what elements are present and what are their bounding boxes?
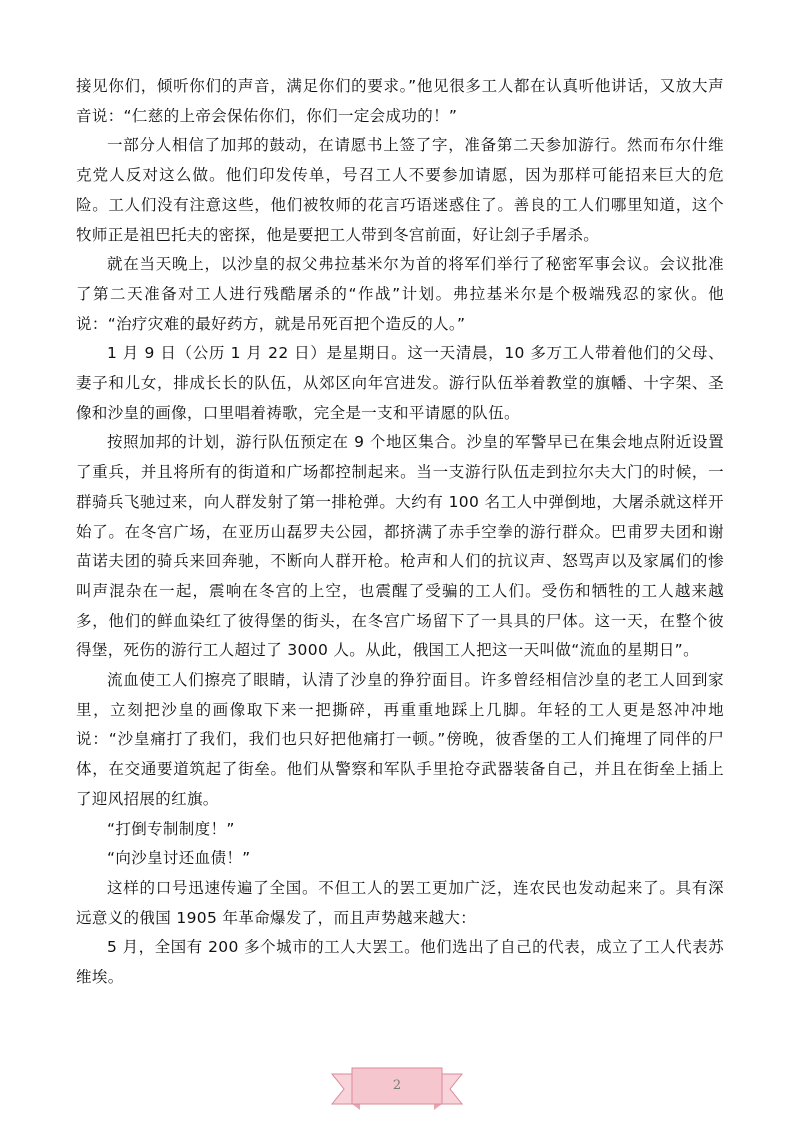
paragraph: 5 月，全国有 200 多个城市的工人大罢工。他们选出了自己的代表，成立了工人代表苏维埃。 <box>76 938 724 987</box>
paragraph: 一部分人相信了加邦的鼓动，在请愿书上签了字，准备第二天参加游行。然而布尔什维克党人反对这么做。他们印发传单，号召工人不要参加请愿，因为那样可能招来巨大的危险。工人们没有注意这些，他们被牧师的花言巧语迷惑住了。善良的工人们哪里知道，这个牧师正是祖巴托夫的密探，他是要把工人带到冬宫前面，好让刽子手屠杀。 <box>76 136 724 244</box>
paragraph: 这样的口号迅速传遍了全国。不但工人的罢工更加广泛，连农民也发动起来了。具有深远意义的俄国 1905 年革命爆发了，而且声势越来越大： <box>76 878 724 927</box>
paragraph: 1 月 9 日（公历 1 月 22 日）是星期日。这一天清晨，10 多万工人带着他们的父母、妻子和儿女，排成长长的队伍，从郊区向年宫进发。游行队伍举着教堂的旗幡、十字架、圣像和沙皇的画像，口里唱着祷歌，完全是一支和平请愿的队伍。 <box>76 344 724 422</box>
slogan-line: “向沙皇讨还血债！” <box>107 849 251 868</box>
page-number: 2 <box>392 1078 402 1093</box>
slogan-line: “打倒专制制度！” <box>107 819 235 838</box>
paragraph: 就在当天晚上，以沙皇的叔父弗拉基米尔为首的将军们举行了秘密军事会议。会议批准了第二天准备对工人进行残酷屠杀的“作战”计划。弗拉基米尔是个极端残忍的家伙。他说：“治疗灾难的最好药方，就是吊死百把个造反的人。” <box>76 255 724 333</box>
paragraph: 流血使工人们擦亮了眼睛，认清了沙皇的狰狞面目。许多曾经相信沙皇的老工人回到家里，立刻把沙皇的画像取下来一把撕碎，再重重地踩上几脚。年轻的工人更是怒冲冲地说：“沙皇痛打了我们，我们也只好把他痛打一顿。”傍晚，彼香堡的工人们掩埋了同伴的尸体，在交通要道筑起了街垒。他们从警察和军队手里抢夺武器装备自己，并且在街垒上插上了迎风招展的红旗。 <box>76 671 724 808</box>
paragraph: 按照加邦的计划，游行队伍预定在 9 个地区集合。沙皇的军警早已在集会地点附近设置了重兵，并且将所有的街道和广场都控制起来。当一支游行队伍走到拉尔夫大门的时候，一群骑兵飞驰过来，向人群发射了第一排枪弹。大约有 100 名工人中弹倒地，大屠杀就这样开始了。在冬宫广场，在亚历山磊罗夫公园，都挤满了赤手空拳的游行群众。巴甫罗夫团和谢苗诺夫团的骑兵来回奔驰，不断向人群开枪。枪声和人们的抗议声、怒骂声以及家属们的惨叫声混杂在一起，震响在冬宫的上空，也震醒了受骗的工人们。受伤和牺牲的工人越来越多，他们的鲜血染红了彼得堡的街头，在冬宫广场留下了一具具的尸体。这一天，在整个彼得堡，死伤的游行工人超过了 3000 人。从此，俄国工人把这一天叫做“流血的星期日”。 <box>76 433 724 660</box>
ribbon-right-fold <box>434 1104 442 1110</box>
ribbon-left-fold <box>352 1104 360 1110</box>
page-number-ribbon <box>330 1066 464 1112</box>
document-body <box>76 72 724 993</box>
paragraph: 接见你们，倾听你们的声音，满足你们的要求。”他见很多工人都在认真听他讲话，又放大声音说：“仁慈的上帝会保佑你们，你们一定会成功的！” <box>76 77 724 125</box>
